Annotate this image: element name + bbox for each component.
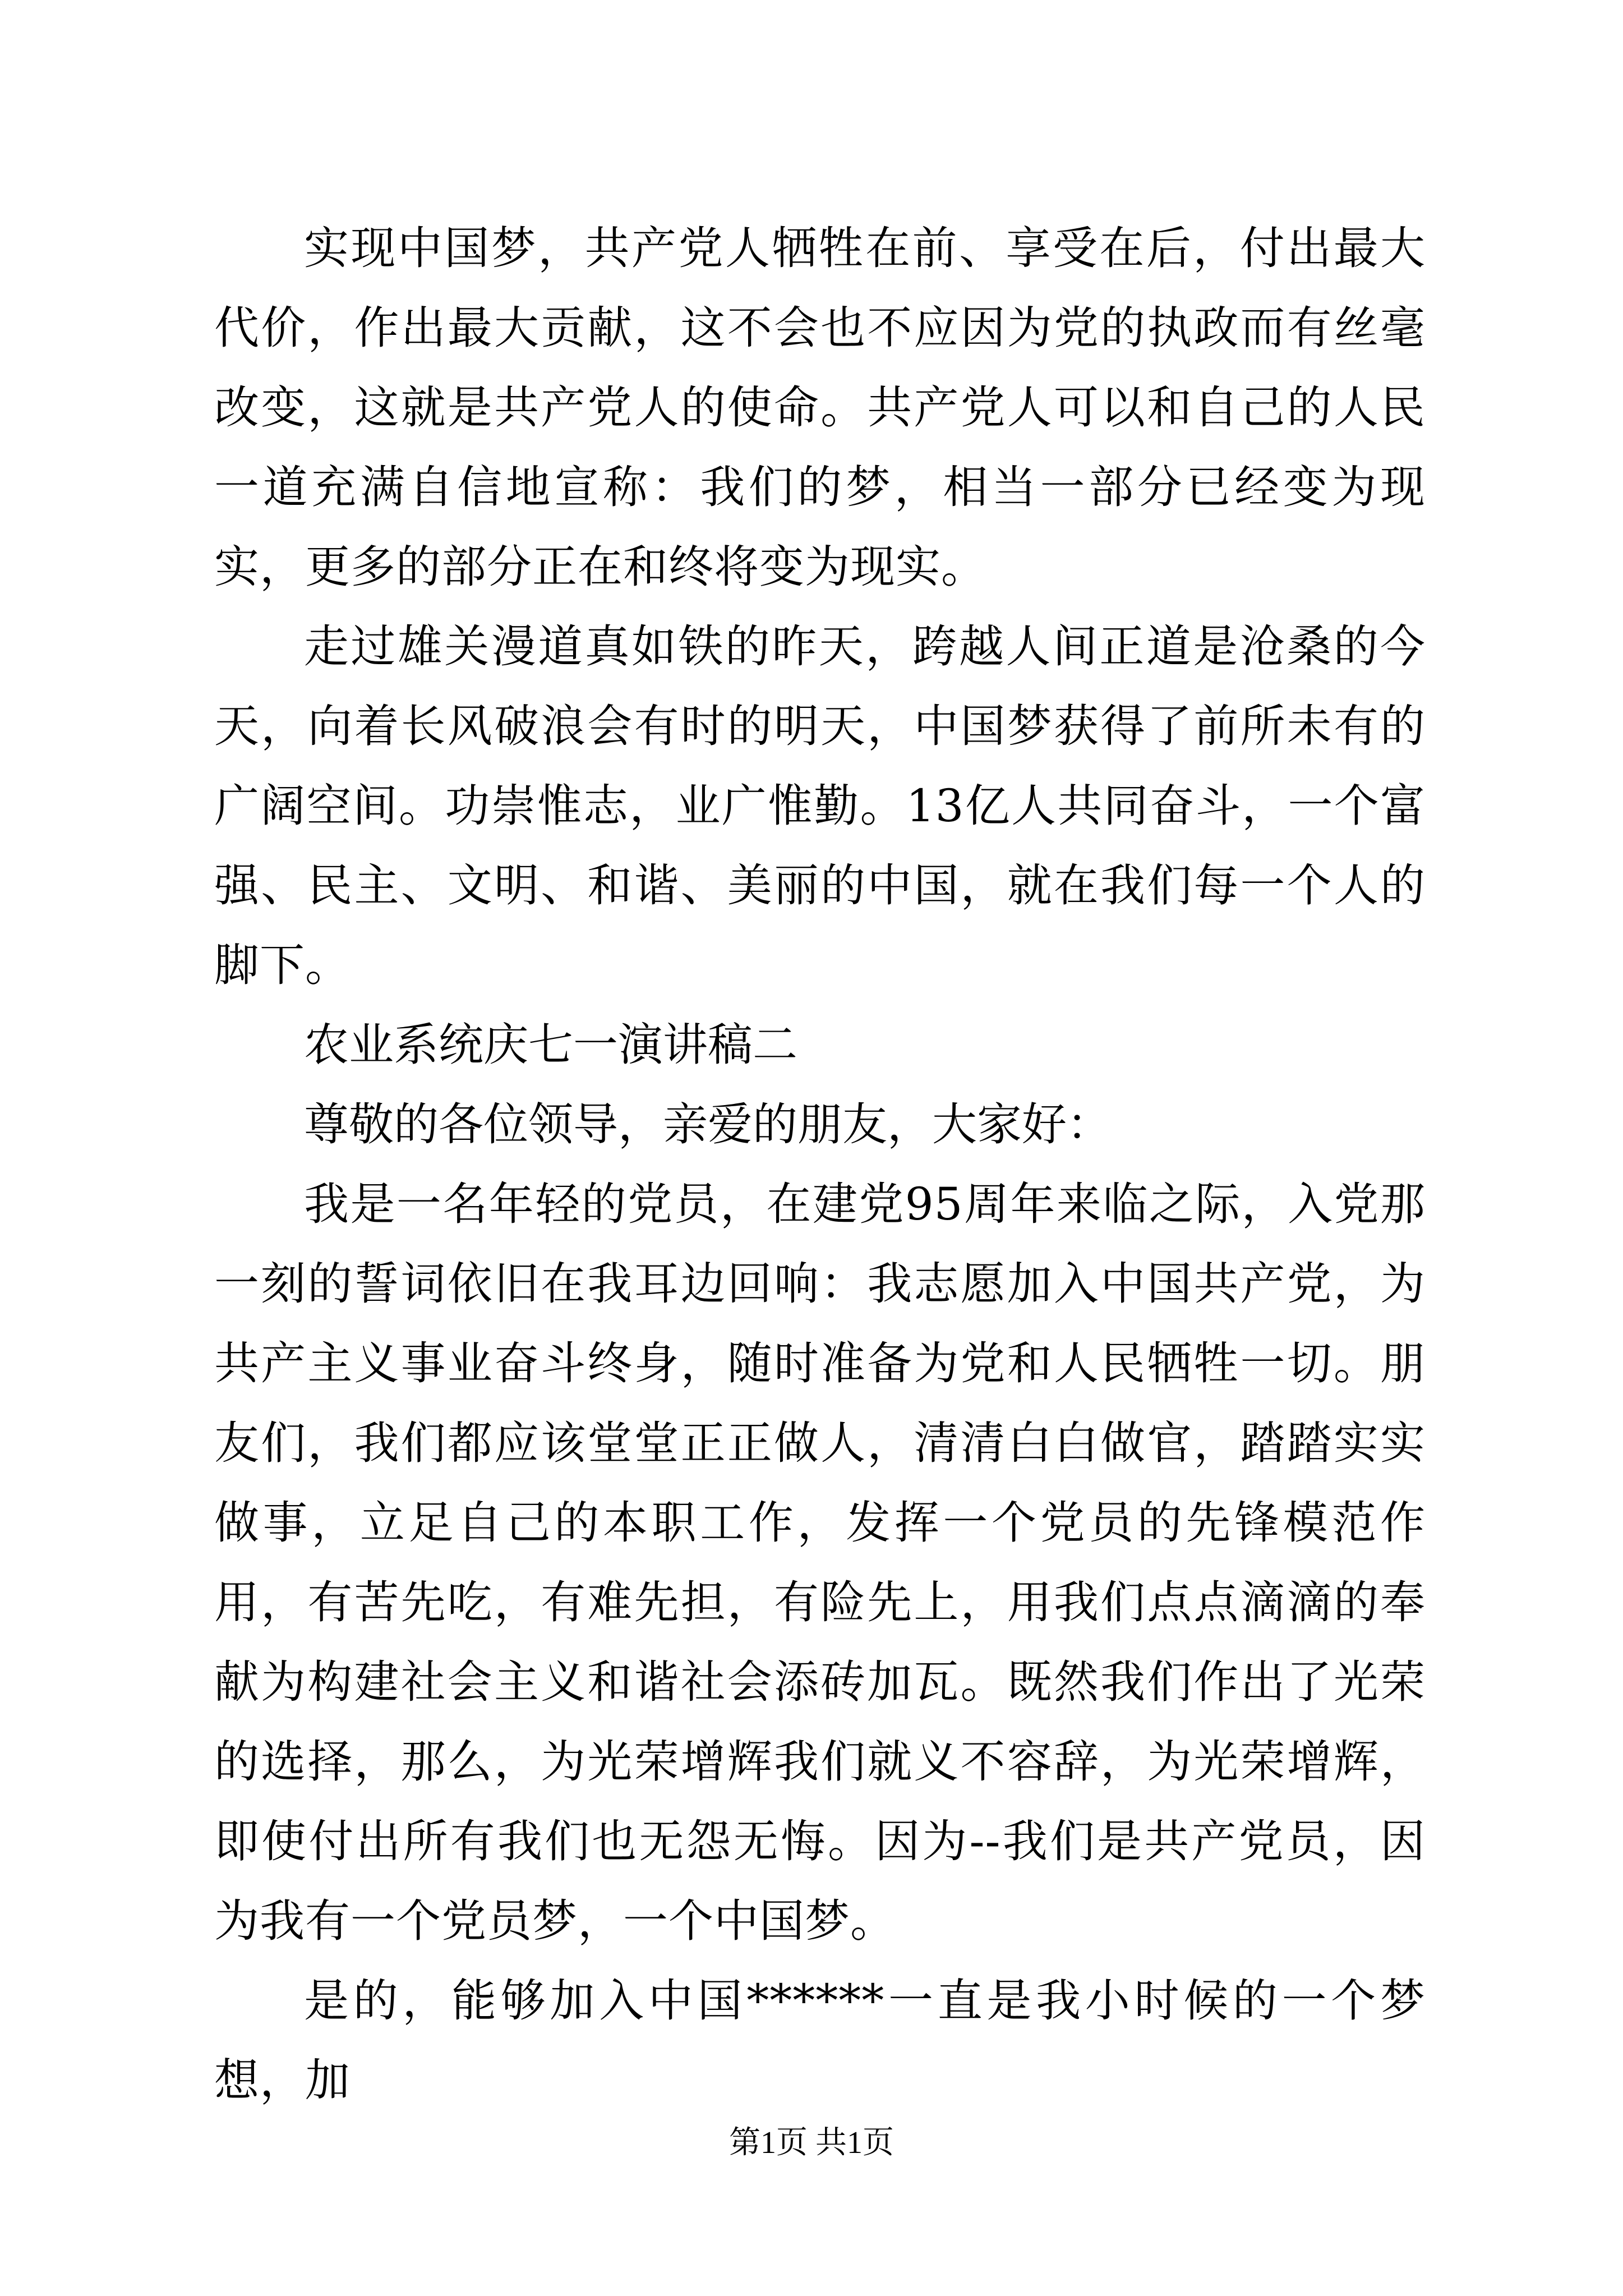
document-body — [214, 209, 1426, 2120]
paragraph-1: 实现中国梦，共产党人牺牲在前、享受在后，付出最大代价，作出最大贡献，这不会也不应因为党的执政而有丝毫改变，这就是共产党人的使命。共产党人可以和自己的人民一道充满自信地宣称：我们的梦，相当一部分已经变为现实，更多的部分正在和终将变为现实。 — [214, 222, 1426, 593]
page-footer: 第1页 共1页 — [729, 2125, 894, 2160]
paragraph-3: 我是一名年轻的党员，在建党95周年来临之际，入党那一刻的誓词依旧在我耳边回响：我志愿加入中国共产党，为共产主义事业奋斗终身，随时准备为党和人民牺牲一切。朋友们，我们都应该堂堂正正做人，清清白白做官，踏踏实实做事，立足自己的本职工作，发挥一个党员的先锋模范作用，有苦先吃，有难先担，有险先上，用我们点点滴滴的奉献为构建社会主义和谐社会添砖加瓦。既然我们作出了光荣的选择，那么，为光荣增辉我们就义不容辞，为光荣增辉，即使付出所有我们也无怨无悔。因为--我们是共产党员，因为我有一个党员梦，一个中国梦。 — [214, 1178, 1426, 1947]
paragraph-2: 走过雄关漫道真如铁的昨天，跨越人间正道是沧桑的今天，向着长风破浪会有时的明天，中国梦获得了前所未有的广阔空间。功崇惟志，业广惟勤。13亿人共同奋斗，一个富强、民主、文明、和谐、美丽的中国，就在我们每一个人的脚下。 — [214, 620, 1426, 991]
salutation: 尊敬的各位领导，亲爱的朋友，大家好： — [304, 1098, 1112, 1151]
speech-title: 农业系统庆七一演讲稿二 — [304, 1019, 797, 1071]
paragraph-4: 是的，能够加入中国******一直是我小时候的一个梦想，加 — [214, 1975, 1426, 2106]
